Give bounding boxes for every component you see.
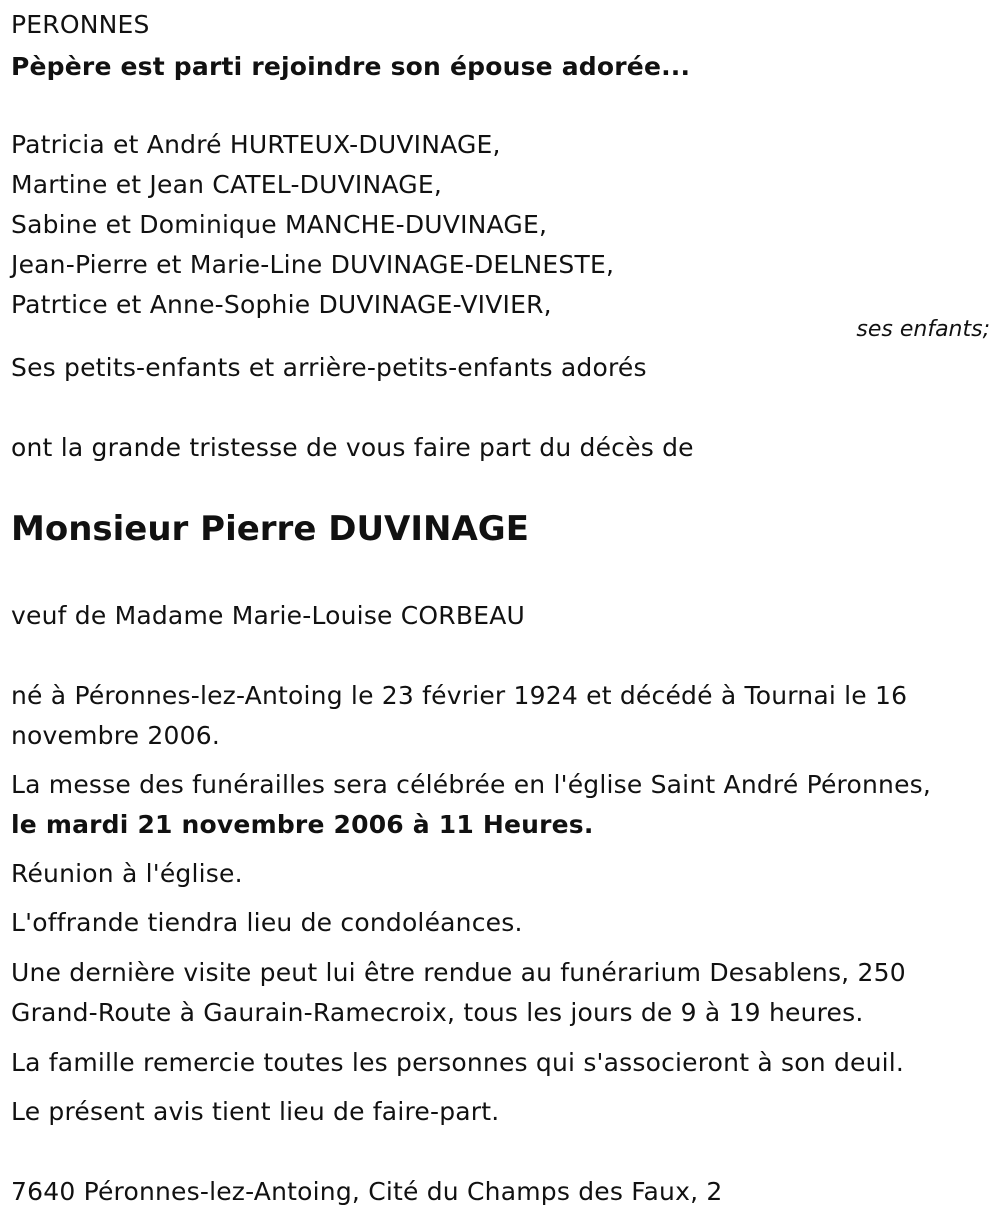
meeting-line: Réunion à l'église. bbox=[11, 859, 243, 888]
child-line-1: Patricia et André HURTEUX-DUVINAGE, bbox=[11, 130, 501, 159]
headline: Pèpère est parti rejoindre son épouse adorée... bbox=[11, 52, 691, 81]
mass-line-2: le mardi 21 novembre 2006 à 11 Heures. bbox=[11, 810, 594, 839]
thanks-line: La famille remercie toutes les personnes qui s'associeront à son deuil. bbox=[11, 1048, 905, 1077]
grandchildren-line: Ses petits-enfants et arrière-petits-enfants adorés bbox=[11, 353, 647, 382]
widower-line: veuf de Madame Marie-Louise CORBEAU bbox=[11, 601, 526, 630]
child-line-5: Patrtice et Anne-Sophie DUVINAGE-VIVIER, bbox=[11, 290, 552, 319]
child-line-4: Jean-Pierre et Marie-Line DUVINAGE-DELNESTE, bbox=[11, 250, 615, 279]
mass-line-1: La messe des funérailles sera célébrée en l'église Saint André Péronnes, bbox=[11, 770, 932, 799]
address-line: 7640 Péronnes-lez-Antoing, Cité du Champs des Faux, 2 bbox=[11, 1177, 723, 1206]
deceased-name: Monsieur Pierre DUVINAGE bbox=[11, 509, 529, 549]
announcement-line: ont la grande tristesse de vous faire part du décès de bbox=[11, 433, 694, 462]
notice-line: Le présent avis tient lieu de faire-part. bbox=[11, 1097, 500, 1126]
visit-line-1: Une dernière visite peut lui être rendue au funérarium Desablens, 250 bbox=[11, 958, 906, 987]
birth-death-line-1: né à Péronnes-lez-Antoing le 23 février 1924 et décédé à Tournai le 16 bbox=[11, 681, 908, 710]
birth-death-line-2: novembre 2006. bbox=[11, 721, 220, 750]
location-heading: PERONNES bbox=[11, 10, 150, 39]
visit-line-2: Grand-Route à Gaurain-Ramecroix, tous les jours de 9 à 19 heures. bbox=[11, 998, 864, 1027]
children-label: ses enfants; bbox=[856, 317, 990, 342]
child-line-3: Sabine et Dominique MANCHE-DUVINAGE, bbox=[11, 210, 548, 239]
offering-line: L'offrande tiendra lieu de condoléances. bbox=[11, 908, 523, 937]
child-line-2: Martine et Jean CATEL-DUVINAGE, bbox=[11, 170, 442, 199]
